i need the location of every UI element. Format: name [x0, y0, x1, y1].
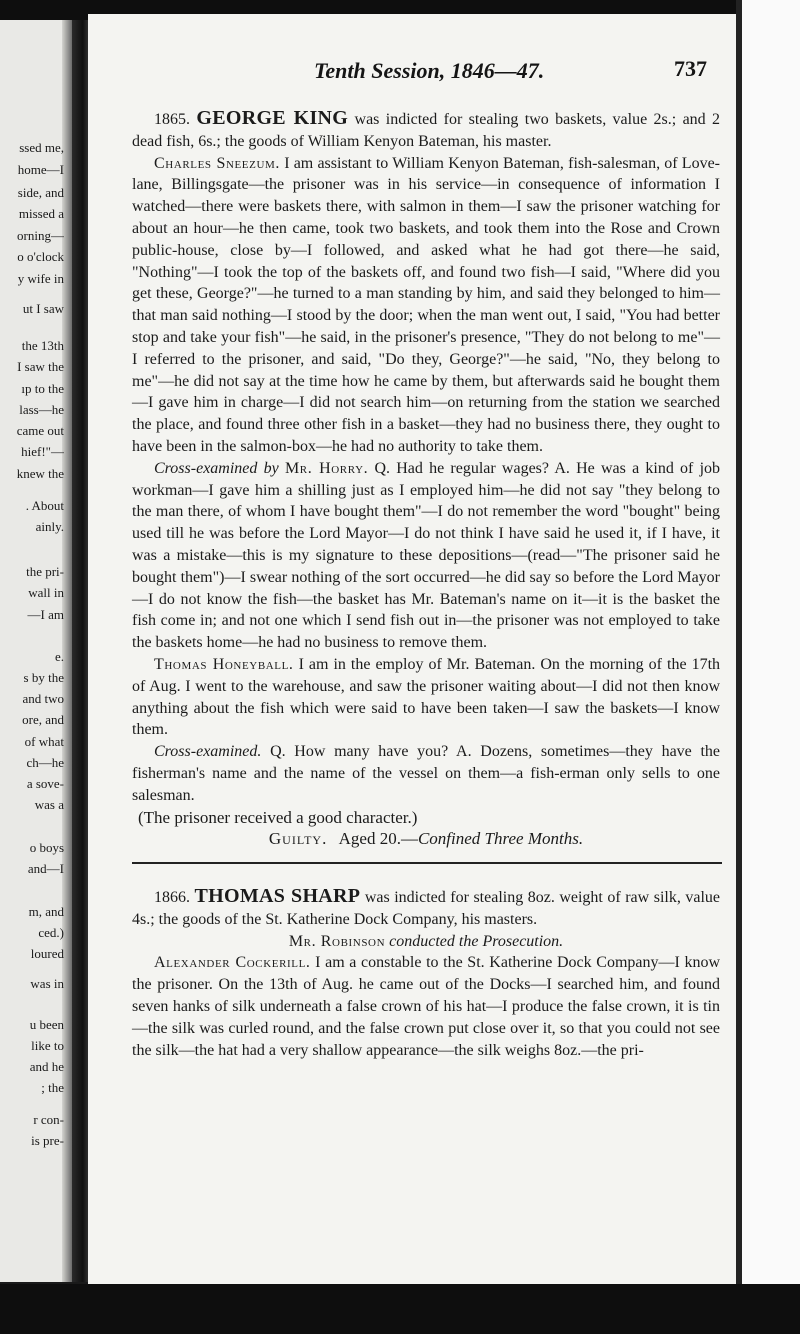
cross-examination-text: Q. How many have you? A. Dozens, sometimes—they have the fisherman's name and the name of the vessel on them—a fish-erman only sells to one salesman.: [132, 743, 721, 804]
facing-page-fragment: . About: [25, 498, 64, 513]
character-note: (The prisoner received a good character.): [138, 807, 418, 827]
facing-page-fragment: u been: [29, 1017, 64, 1032]
prosecution-counsel: Mr. Robinson: [288, 932, 386, 950]
page-body: [132, 108, 720, 1061]
facing-page-fragment: o boys: [29, 840, 64, 855]
witness-testimony: I am a constable to the St. Katherine Dock Company—I know the prisoner. On the 13th of Aug. he came out of the Docks—I searched him, and found seven hanks of silk underneath a false crown of his hat—I produce the false crown, it is tin—the silk was curled round, and the false crown put close over it, so that you could not see the silk—the hat had a very shallow appearance—the silk weighs 8oz.—the pri-: [132, 954, 721, 1059]
facing-page-fragment: r con-: [33, 1112, 64, 1127]
facing-page-fragment: of what: [24, 734, 64, 749]
case-1-indictment-text: was indicted for stealing two baskets, value 2s.; and 2 dead fish, 6s.; the goods of William Kenyon Bateman, his master.: [132, 111, 721, 150]
facing-page-fragment: wall in: [28, 585, 64, 600]
scan-right-margin: [736, 0, 800, 1334]
facing-page-fragment: lass—he: [19, 402, 64, 417]
facing-page-fragment: a sove-: [26, 776, 64, 791]
facing-page-fragment: the 13th: [21, 338, 64, 353]
facing-page-fragment: ced.): [38, 925, 64, 940]
page: [88, 14, 736, 1284]
case-1-defendant: GEORGE KING: [196, 107, 349, 129]
facing-page-fragment: is pre-: [31, 1133, 64, 1148]
facing-page-fragment: ut I saw: [22, 301, 64, 316]
facing-page-fragment: hief!"—: [21, 444, 64, 459]
facing-page-fragment: e.: [54, 649, 64, 664]
facing-page-fragment: ore, and: [22, 712, 64, 727]
witness-testimony: I am in the employ of Mr. Bateman. On the morning of the 17th of Aug. I went to the warehouse, and saw the prisoner waiting about—I did not then know anything about the fish which were said to have been taken—I saw the baskets—I know them.: [132, 655, 721, 739]
case-1-witness-2: [132, 654, 720, 741]
facing-page-fragment: the pri-: [26, 564, 64, 579]
facing-page-fragment: —I am: [27, 607, 64, 622]
verdict-sentence: Confined Three Months.: [417, 829, 584, 849]
cross-examined-label: Cross-examined by: [154, 459, 279, 477]
case-1-verdict: [132, 828, 720, 850]
running-head: Tenth Session, 1846—47.: [314, 58, 545, 83]
witness-testimony: I am assistant to William Kenyon Bateman, fish-salesman, of Love-lane, Billingsgate—the prisoner was in his service—in consequence of information I watched—there were baskets there, with salmon in them—I saw the prisoner watching for about an hour—he then came, took two baskets, and took them into the Rose and Crown public-house, close by—I followed, and asked what he had got there—he said, "Nothing"—I took the top of the baskets off, and found two fish—I said, "Where did you get these, George?"—he turned to a man standing by him, and said they belonged to him—that man said nothing—I stood by the door; when the man went out, I said, "You had better stop and take your fish"—he said, in the prisoner's presence, "They do not belong to me"—I referred to the prisoner, and said, "Do they, George?"—he said, "No, they belong to me"—he did not say at the time how he came by them, but afterwards said he bought them—I gave him in charge—I did not search him—on returning from the station we searched the place, and found three other fish in a basket—they had no business there, they ought to have been in the salmon-box—he had no authority to take them.: [132, 154, 721, 455]
verdict-label: Guilty.: [268, 829, 328, 849]
conducted-text: conducted the Prosecution.: [389, 932, 564, 950]
facing-page-fragment: knew the: [16, 466, 64, 481]
cross-examination-text: Q. Had he regular wages? A. He was a kind of job workman—I gave him a shilling just as I employed him—he did not say "they belong to the man there, of whom I have bought them"—I do not remember the word "bought" being used till he was before the Lord Mayor—I do not think I have said he used it, if I have, it was a mistake—this is my signature to these depositions—(read—"The prisoner said he bought them")—I swear nothing of the sort occurred—he did say so before the Lord Mayor—I do not know the fish—the basket has Mr. Bateman's name on it—it is the basket the fish come in; and not one which I send fish out in—the prisoner was not employed to take the baskets home—he had no business to remove them.: [132, 459, 721, 652]
page-edge-shadow: [736, 0, 742, 1334]
verdict-age: Aged 20.—: [338, 829, 418, 849]
facing-page-fragment: y wife in: [17, 271, 64, 286]
facing-page-fragment: and—I: [27, 861, 64, 876]
page-header: [88, 48, 736, 88]
case-1-witness-1: [132, 153, 720, 458]
facing-page-fragment: s by the: [23, 670, 64, 685]
cross-examined-label: Cross-examined.: [154, 743, 262, 761]
case-2-indictment: [132, 886, 720, 931]
facing-page-fragment: ssed me,: [19, 140, 64, 155]
case-1-cross-examination-2: [132, 741, 720, 806]
facing-page-fragment: and he: [29, 1059, 64, 1074]
facing-page-fragment: missed a: [18, 206, 64, 221]
facing-page-fragment: I saw the: [17, 359, 64, 374]
facing-page-fragment: home—I: [17, 162, 64, 177]
case-2-defendant: THOMAS SHARP: [194, 885, 361, 908]
case-2-number: 1866.: [154, 889, 190, 907]
facing-page-fragment: ; the: [41, 1080, 64, 1095]
facing-page-fragment: came out: [16, 423, 64, 438]
witness-name: Alexander Cockerill.: [154, 954, 311, 972]
case-1-indictment: [132, 108, 720, 153]
facing-page-fragment: was a: [34, 797, 64, 812]
case-1-cross-examination-1: [132, 458, 720, 654]
facing-page-fragment: m, and: [28, 904, 64, 919]
facing-page-fragment: like to: [31, 1038, 64, 1053]
scan-bottom-border: [0, 1284, 800, 1334]
facing-page-edge: [0, 20, 72, 1282]
case-2-witness-1: [132, 952, 720, 1061]
facing-page-fragment: orning—: [17, 228, 64, 243]
facing-page-fragment: side, and: [17, 185, 64, 200]
facing-page-fragment: and two: [22, 691, 64, 706]
page-number: 737: [674, 56, 707, 81]
counsel-name: Mr. Horry.: [284, 459, 369, 477]
facing-page-fragment: ainly.: [35, 519, 64, 534]
case-1-number: 1865.: [154, 111, 190, 128]
facing-page-fragment: o o'clock: [17, 249, 64, 264]
facing-page-fragment: loured: [30, 946, 64, 961]
facing-page-fragment: ch—he: [26, 755, 64, 770]
witness-name: Charles Sneezum.: [154, 154, 280, 172]
facing-page-fragment: ıp to the: [21, 381, 64, 396]
case-divider-rule: [132, 862, 722, 864]
facing-page-fragment: was in: [30, 976, 64, 991]
case-2-indictment-text: was indicted for stealing 8oz. weight of raw silk, value 4s.; the goods of the St. Katherine Dock Company, his masters.: [132, 889, 721, 928]
prosecution-counsel-line: [132, 931, 720, 953]
witness-name: Thomas Honeyball.: [154, 655, 294, 673]
